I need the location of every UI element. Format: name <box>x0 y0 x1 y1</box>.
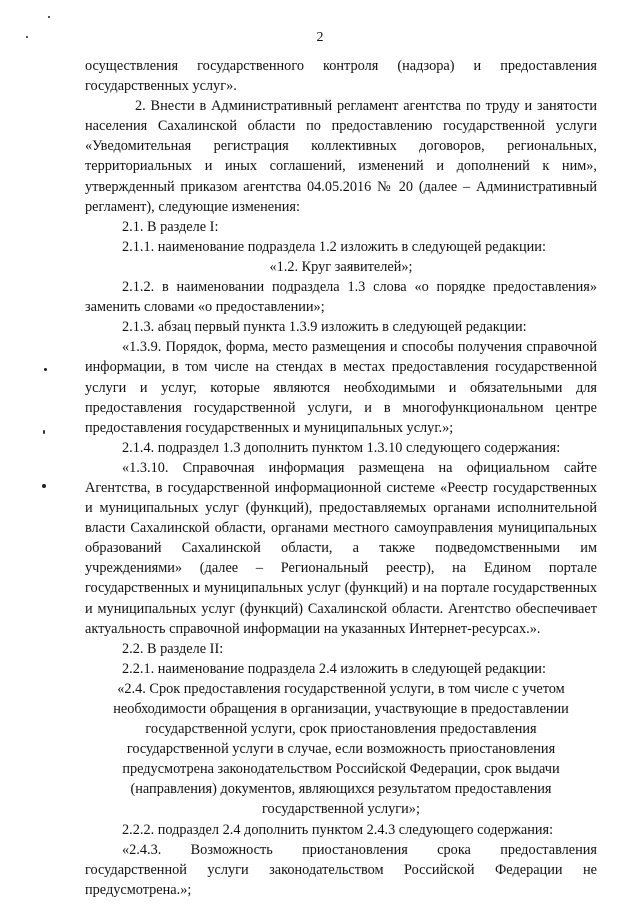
paragraph: осуществления государственного контроля (надзора) и предоставления государственных услуг». <box>85 58 597 95</box>
scan-speck <box>44 368 47 371</box>
paragraph: «1.3.9. Порядок, форма, место размещения и способы получения справочной информации, в том числе на стендах в местах предоставления государственной услуги и услуг, которые являются необходимыми и обязательными для предоставления государственной услуги, и в многофункциональном центре предоставления государственных и муниципальных услуг.»; <box>85 339 597 436</box>
quoted-heading: «1.2. Круг заявителей»; <box>269 258 413 275</box>
scan-speck <box>42 484 46 488</box>
paragraph: 2.1.2. в наименовании подраздела 1.3 слова «о порядке предоставления» заменить словами «о предоставлении»; <box>85 279 597 316</box>
paragraph: 2.1.1. наименование подраздела 1.2 изложить в следующей редакции: <box>122 238 546 255</box>
paragraph: «1.3.10. Справочная информация размещена на официальном сайте Агентства, в государственной информационной системе «Реестр государственных и муниципальных услуг (функций), предоставляемых органами исполнительной власти Сахалинской области, органами местного самоуправления муниципальных образований Сахалинской области, а также подведомственными им учреждениями» (далее – Региональный реестр), на Едином портале государственных и муниципальных услуг (функций) и на портале государственных и муниципальных услуг (функций) Сахалинской области. Агентство обеспечивает актуальность справочной информации на указанных Интернет-ресурсах.». <box>85 459 597 637</box>
page-number: 2 <box>316 30 324 45</box>
paragraph: 2.2.2. подраздел 2.4 дополнить пунктом 2.4.3 следующего содержания: <box>122 821 554 838</box>
document-body <box>85 56 597 900</box>
paragraph: «2.4.3. Возможность приостановления срока предоставления государственной услуги законодательством Российской Федерации не предусмотрена.»; <box>85 841 597 898</box>
paragraph: 2.2.1. наименование подраздела 2.4 изложить в следующей редакции: <box>122 660 546 677</box>
paragraph: 2. Внести в Административный регламент агентства по труду и занятости населения Сахалинской области по предоставлению государственной услуги «Уведомительная регистрация коллективных договоров, региональных, территориальных и иных соглашений, изменений и дополнений к ним», утвержденный приказом агентства 04.05.2016 № 20 (далее – Административный регламент), следующие изменения: <box>85 98 597 215</box>
paragraph: 2.1.3. абзац первый пункта 1.3.9 изложить в следующей редакции: <box>122 319 527 336</box>
scan-speck <box>43 430 45 434</box>
scan-speck <box>48 16 50 18</box>
quoted-heading: «2.4. Срок предоставления государственной услуги, в том числе с учетом необходимости обращения в организации, участвующие в предоставлении государственной услуги, срок приостановления предоставления государственной услуги в случае, если возможность приостановления предусмотрена законодательством Российской Федерации, срок выдачи (направления) документов, являющихся результатом предоставления государственной услуги»; <box>113 680 569 818</box>
section-heading: 2.2. В разделе II: <box>122 640 224 657</box>
paragraph: 2.1.4. подраздел 1.3 дополнить пунктом 1.3.10 следующего содержания: <box>122 439 561 456</box>
section-heading: 2.1. В разделе I: <box>122 218 219 235</box>
